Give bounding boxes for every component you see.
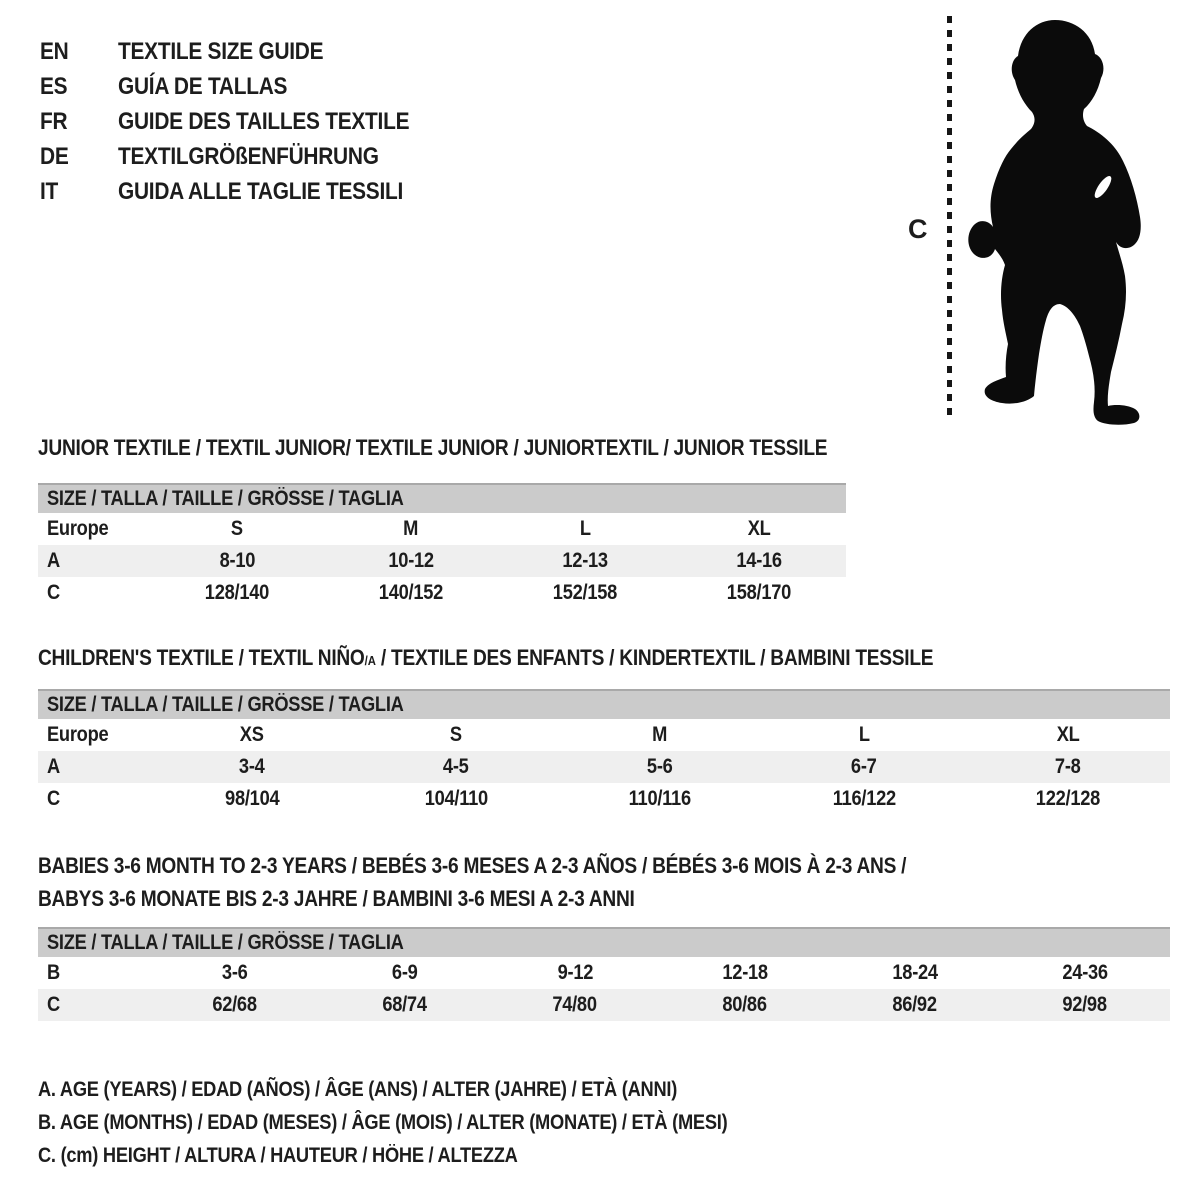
language-row-it — [40, 174, 453, 209]
language-row-en — [40, 34, 453, 69]
legend-line-c: C. (cm) HEIGHT / ALTURA / HAUTEUR / HÖHE / ALTEZZA — [38, 1143, 518, 1167]
table-row-b — [38, 957, 1170, 989]
babies-section-title: BABIES 3-6 MONTH TO 2-3 YEARS / BEBÉS 3-6 MESES A 2-3 AÑOS / BÉBÉS 3-6 MOIS À 2-3 ANS / BABYS 3-6 MONATE BIS 2-3 JAHRE / BAMBINI 3-6 MESI A 2-3 ANNI — [38, 853, 907, 911]
size-header-bar: SIZE / TALLA / TAILLE / GRÖSSE / TAGLIA — [38, 689, 1170, 719]
row-label: Europe — [47, 517, 109, 540]
table-cell: 74/80 — [552, 993, 598, 1016]
legend-line-a: A. AGE (YEARS) / EDAD (AÑOS) / ÂGE (ANS) / ALTER (JAHRE) / ETÀ (ANNI) — [38, 1077, 678, 1101]
table-row-europe — [38, 719, 1170, 751]
table-cell: 98/104 — [224, 787, 280, 810]
table-row-europe — [38, 513, 846, 545]
language-code: EN — [40, 37, 69, 65]
table-cell: 110/116 — [628, 787, 692, 810]
language-row-de — [40, 139, 453, 174]
table-cell: XL — [1056, 723, 1080, 746]
junior-size-table — [38, 483, 846, 609]
table-cell: 128/140 — [204, 581, 270, 604]
table-cell: 8-10 — [219, 549, 255, 572]
table-cell: S — [450, 723, 462, 746]
row-label: C — [47, 581, 60, 604]
table-row-a — [38, 545, 846, 577]
table-cell: 12-18 — [722, 961, 768, 984]
toddler-silhouette-icon — [952, 12, 1152, 432]
table-cell: 92/98 — [1062, 993, 1108, 1016]
table-cell: 9-12 — [557, 961, 593, 984]
table-row-c — [38, 783, 1170, 815]
row-label: Europe — [47, 723, 109, 746]
table-cell: 10-12 — [388, 549, 434, 572]
language-title: TEXTILE SIZE GUIDE — [118, 37, 324, 65]
babies-size-table — [38, 927, 1170, 1021]
table-cell: 5-6 — [647, 755, 673, 778]
legend-line-b: B. AGE (MONTHS) / EDAD (MESES) / ÂGE (MOIS) / ALTER (MONATE) / ETÀ (MESI) — [38, 1110, 728, 1134]
table-cell: 24-36 — [1062, 961, 1108, 984]
children-section-title: CHILDREN'S TEXTILE / TEXTIL NIÑO/A / TEXTILE DES ENFANTS / KINDERTEXTIL / BAMBINI TESSILE — [38, 645, 934, 670]
table-cell: 68/74 — [382, 993, 428, 1016]
table-cell: 80/86 — [722, 993, 768, 1016]
language-title-list — [40, 34, 453, 209]
table-cell: L — [858, 723, 870, 746]
table-cell: 12-13 — [562, 549, 608, 572]
table-cell: XS — [240, 723, 264, 746]
row-label: B — [47, 961, 60, 984]
table-cell: 62/68 — [212, 993, 258, 1016]
junior-section-title: JUNIOR TEXTILE / TEXTIL JUNIOR/ TEXTILE JUNIOR / JUNIORTEXTIL / JUNIOR TESSILE — [38, 435, 828, 460]
row-label: A — [47, 549, 60, 572]
height-measure-label: C — [908, 214, 928, 244]
table-cell: 104/110 — [424, 787, 488, 810]
table-cell: 86/92 — [892, 993, 938, 1016]
children-size-table — [38, 689, 1170, 815]
language-row-es — [40, 69, 453, 104]
table-row-a — [38, 751, 1170, 783]
table-cell: 158/170 — [726, 581, 792, 604]
language-title: GUIDE DES TAILLES TEXTILE — [118, 107, 410, 135]
row-label: C — [47, 993, 60, 1016]
language-code: FR — [40, 107, 68, 135]
measure-legend — [38, 1073, 830, 1172]
table-cell: S — [231, 517, 243, 540]
table-row-c — [38, 577, 846, 609]
table-cell: 3-4 — [239, 755, 265, 778]
table-cell: 18-24 — [892, 961, 938, 984]
language-title: GUÍA DE TALLAS — [118, 72, 288, 100]
table-cell: 6-9 — [392, 961, 418, 984]
size-header-bar: SIZE / TALLA / TAILLE / GRÖSSE / TAGLIA — [38, 927, 1170, 957]
title-subscript: /A — [364, 653, 376, 668]
table-cell: 122/128 — [1035, 787, 1101, 810]
table-cell: 6-7 — [851, 755, 877, 778]
table-cell: 152/158 — [552, 581, 618, 604]
table-cell: 3-6 — [222, 961, 248, 984]
language-title: TEXTILGRÖßENFÜHRUNG — [118, 142, 379, 170]
language-code: DE — [40, 142, 69, 170]
table-cell: M — [403, 517, 419, 540]
row-label: A — [47, 755, 60, 778]
size-header-bar: SIZE / TALLA / TAILLE / GRÖSSE / TAGLIA — [38, 483, 846, 513]
table-cell: 7-8 — [1055, 755, 1081, 778]
table-cell: 116/122 — [832, 787, 896, 810]
table-row-c — [38, 989, 1170, 1021]
row-label: C — [47, 787, 60, 810]
table-cell: L — [579, 517, 591, 540]
language-code: IT — [40, 177, 59, 205]
table-cell: 4-5 — [443, 755, 469, 778]
language-code: ES — [40, 72, 68, 100]
table-cell: 14-16 — [736, 549, 782, 572]
table-cell: XL — [747, 517, 771, 540]
language-row-fr — [40, 104, 453, 139]
table-cell: M — [652, 723, 668, 746]
table-cell: 140/152 — [378, 581, 444, 604]
language-title: GUIDA ALLE TAGLIE TESSILI — [118, 177, 404, 205]
